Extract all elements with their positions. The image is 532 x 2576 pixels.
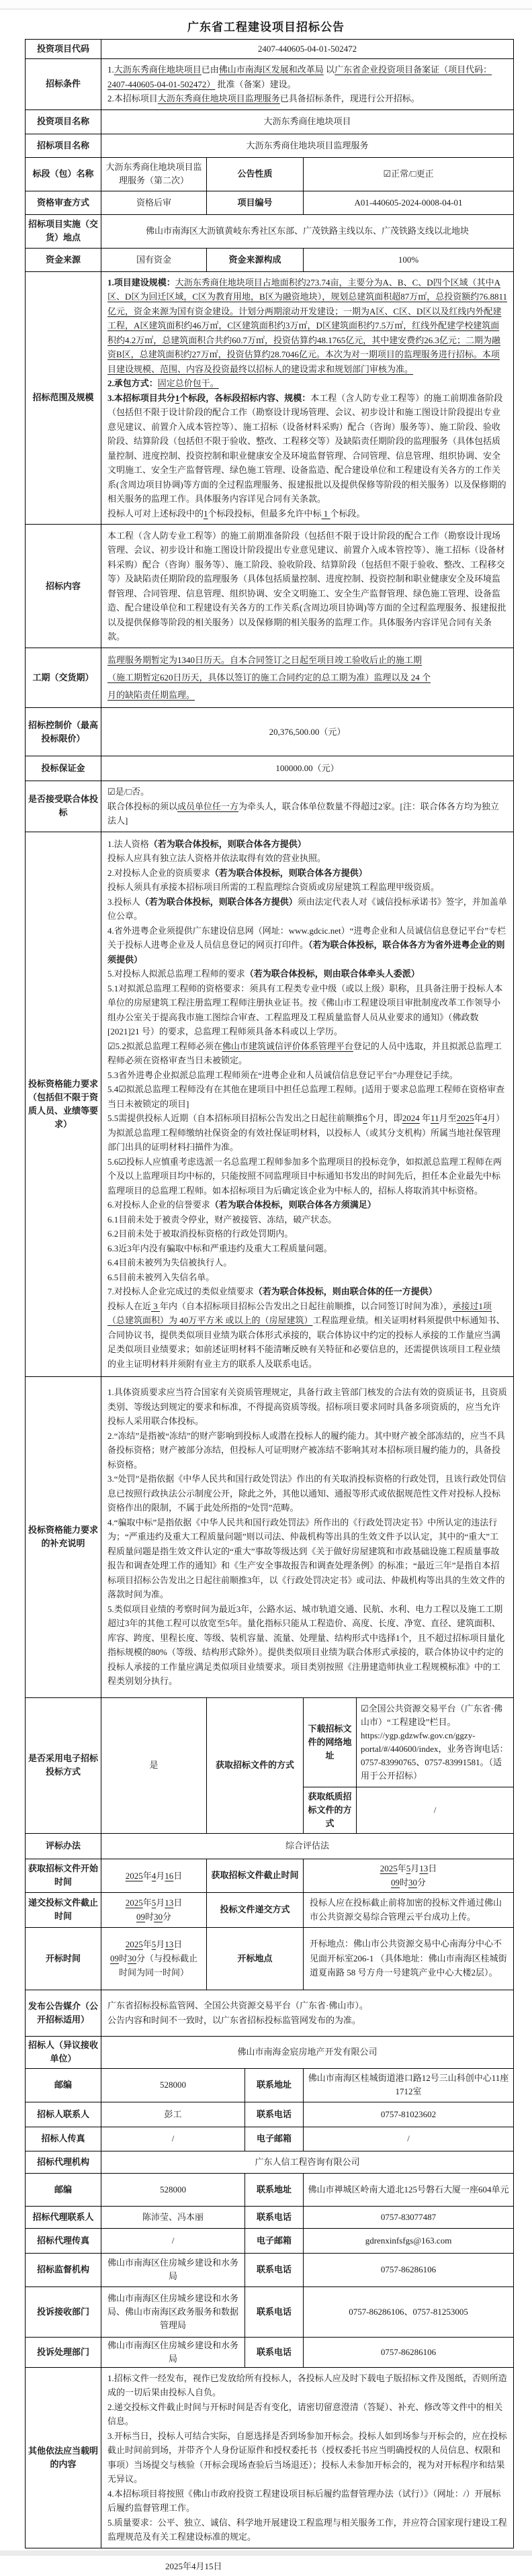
tenderer-postcode-label: 邮编 (26, 2068, 101, 2102)
agency-address-value: 佛山市禅城区岭南大道北125号磐石大厦一座604单元 (304, 2173, 514, 2206)
submission-method-label: 投标文件递交方式 (207, 1892, 304, 1927)
control-price-value: 20,376,500.00（元） (101, 708, 514, 756)
consortium-value: ☑是/□否。 联合体投标的须以成员单位任一方为牵头人，联合体单位数量不得超过2家。[注：联合体各方均为独立法人] (101, 781, 514, 832)
delivery-location-label: 招标项目实施（交货）地点 (26, 214, 101, 248)
table-row (26, 1990, 514, 2036)
investment-code-label: 投资项目代码 (26, 40, 101, 59)
supervision-value: 佛山市南海区住房城乡建设和水务局 (101, 2253, 245, 2286)
tenderer-address-label: 联系地址 (245, 2068, 304, 2102)
qualification-supplement-value: 1.具体资质要求应当符合国家有关资质管理规定，具备行政主管部门核发的合法有效的资质证书，且资质类别、等级达到规定的要求和标准，不得提高资质等级。招标项目要求同时具备多项资质的，应当允许投标人采用联合体投标。 2.“冻结”是指被“冻结”的财产影响到投标人或潜在投标人的履约能力。其中财产被全部冻结的，应当不具备投标资格；财产被部分冻结，但投标人可证明财产被冻结不影响其对本招标项目履约能力的，具备投标资格。 3.“处罚”是指依据《中华人民共和国行政处罚法》作出的有关取消投标资格的行政处罚，且该行政处罚信息已按照行政执法公示制度公开，除此之外，其他以通知、通报等形式或依据规范性文件对投标人投标资格作出的限制，不属于此处所指的“处罚”范畴。 4.“骗取中标”是指依据《中华人民共和国行政处罚法》所作出的《行政处罚决定书》中所认定的违法行为；“严重违约及重大工程质量问题”则以司法、仲裁机构等出具的生效文件予以认定，其中的“重大”工程质量问题是指生效文件认定的“重大”事故等级达到《关于做好房屋建筑和市政基础设施工程质量事故报告和调查处理工作的通知》和《生产安全事故报告和调查处理条例》的标准；“最近三年”是指自本招标项目招标公告发出之日起往前顺推3年，以《行政处罚决定书》或司法、仲裁机构等出具的生效文件的落款时间为准。 5.类似项目业绩的考察时间为最近3年，公路水运、城市轨道交通、民航、水利、电力工程以及施工工期超过3年的其他工程可以放宽至5年。量化指标只能从工程造价、高度、长度、净宽、直径、建筑面积、库容、跨度、里程长度、等级、装机容量、流量、处理量、结构形式中选择1个，且不超过招标项目量化指标规模的80%（等级、结构形式除外）。提供类似项目业绩为联合体形式承接的，联合体协议中约定的投标人承接的工作量应满足类似项目业绩要求。项目类别按照《注册建造师执业工程规模标准》中的工程类别划分执行。 (101, 1376, 514, 1697)
qualification-supplement-label: 投标资格能力要求的补充说明 (26, 1376, 101, 1697)
sign-date: 2025年4月15日 (165, 2561, 222, 2571)
agency-phone-label: 联系电话 (245, 2206, 304, 2228)
table-row (26, 2151, 514, 2173)
tenderer-fax-value: / (101, 2127, 245, 2151)
table-row (26, 2253, 514, 2286)
tender-content-label: 招标内容 (26, 525, 101, 648)
investment-name-label: 投资项目名称 (26, 109, 101, 134)
agency-fax-label: 招标代理传真 (26, 2228, 101, 2253)
table-row (26, 781, 514, 832)
table-row (26, 2228, 514, 2253)
tenderer-fax-label: 招标人传真 (26, 2127, 101, 2151)
table-row (26, 2206, 514, 2228)
agency-email-value: gdrenxinfsfgs@163.com (304, 2228, 514, 2253)
tenderer-email-value: / (304, 2127, 514, 2151)
agency-contact-label: 招标代理联系人 (26, 2206, 101, 2228)
complaint-handling-label: 投诉处理部门 (26, 2337, 101, 2367)
paper-documents-label: 获取纸质招标文件的方式 (304, 1787, 357, 1833)
table-row (26, 2102, 514, 2127)
project-number-label: 项目编号 (207, 191, 304, 214)
complaint-handling-phone-value: 0757-86286106 (304, 2337, 514, 2367)
funding-composition-label: 资金来源构成 (207, 248, 304, 271)
scope-label: 招标范围及规模 (26, 271, 101, 525)
consortium-label: 是否接受联合体投标 (26, 781, 101, 832)
duration-value: 监理服务期暂定为1340日历天。自本合同签订之日起至项目竣工验收后止的施工期 （施工期暂定620日历天，具体以签订的施工合同约定的总工期为准）监理以及 24 个 月的缺陷责任期监理。 (101, 648, 514, 708)
table-row (26, 2337, 514, 2367)
download-address-label: 下载招标文件的网络地址 (304, 1697, 357, 1787)
qualification-requirements-label: 投标资格能力要求（包括但不限于资质人员、业绩等要求） (26, 832, 101, 1376)
agency-fax-value: / (101, 2228, 245, 2253)
tenderer-phone-value: 0757-81023602 (304, 2102, 514, 2127)
agency-postcode-label: 邮编 (26, 2173, 101, 2206)
submission-deadline-value: 2025年5月13日 09时30分 (101, 1892, 207, 1927)
tenderer-value: 佛山市南海金宸房地产开发有限公司 (101, 2036, 514, 2068)
table-row (26, 525, 514, 648)
table-row (26, 40, 514, 59)
funding-source-label: 资金来源 (26, 248, 101, 271)
table-row (26, 134, 514, 157)
tenderer-contact-value: 彭工 (101, 2102, 245, 2127)
evaluation-method-value: 综合评估法 (101, 1833, 514, 1859)
delivery-location-value: 佛山市南海区大沥镇黄岐东秀社区东部、广茂铁路主线以东、广茂铁路支线以北地块 (101, 214, 514, 248)
table-row (26, 708, 514, 756)
agency-value: 广东人信工程咨询有限公司 (101, 2151, 514, 2173)
table-row (26, 1833, 514, 1859)
opening-time-label: 开标时间 (26, 1927, 101, 1990)
page-top-divider (0, 0, 532, 9)
submission-deadline-label: 递交投标文件截止时间 (26, 1892, 101, 1927)
tender-conditions-value: 1.大沥东秀商住地块项目已由佛山市南海区发展和改革局 以广东省企业投资项目备案证（项目代码：2407-440605-04-01-502472） 批准（备案）建设。 2.本招标项目大沥东秀商住地块项目监理服务已具备招标条件，现进行公开招标。 (101, 59, 514, 110)
opening-time-value: 2025年5月13日 09时30分（与投标截止 时间为同一时间） (101, 1927, 207, 1990)
paper-documents-value: / (357, 1787, 514, 1833)
tenderer-email-label: 电子邮箱 (245, 2127, 304, 2151)
funding-composition-value: 100% (304, 248, 514, 271)
table-row (26, 2173, 514, 2206)
qualification-review-label: 资格审查方式 (26, 191, 101, 214)
evaluation-method-label: 评标办法 (26, 1833, 101, 1859)
bid-bond-label: 投标保证金 (26, 756, 101, 781)
qualification-requirements-value: 1.法人资格（若为联合体投标，则联合体各方提供） 投标人应具有独立法人资格并依法取得有效的营业执照。 2.对投标人企业的资质要求（若为联合体投标，则联合体各方提供） 投标人须具有承接本招标项目所需的工程监理综合资质或房屋建筑工程监理甲级资质。 3.投标人（若为联合体投标，则联合体各方提供）须由法定代表人对《诚信投标承诺书》签字，并加盖单位公章。 4.省外进粤企业须提供广东建设信息网（网址：www.gdcic.net）“进粤企业和人员诚信信息登记平台”专栏关于投标人进粤企业及人员信息登记的网页打印件。（若为联合体投标，联合体各方为省外进粤企业的则须提供） 5.对投标人拟派总监理工程师的要求（若为联合体投标，则由联合体牵头人委派） 5.1对拟派总监理工程师的资格要求：须具有工程类专业中级（或以上级）职称，且具备注册于投标人本单位的房屋建筑工程注册监理工程师注册执业证书。按《佛山市工程建设项目审批制度改革工作领导小组办公室关于提高我市施工图综合审查、工程监理及工程质量监督人员从业要求的通知》（佛政数[2021]21 号）的要求，总监理工程师须具备本科或以上学历。 ☑5.2拟派总监理工程师必须在佛山市建筑诚信评价体系管理平台登记的人员中选取，并且拟派总监理工程师必须在资格审查当日未被锁定。 5.3省外进粤企业拟派总监理工程师须在“进粤企业和人员诚信信息登记平台”办理登记手续。 5.4☑拟派总监理工程师没有在其他在建项目中担任总监理工程师。[适用于要求总监理工程师在资格审查当日未被锁定的项目] 5.5需提供投标人近期（自本招标项目招标公告发出之日起往前顺推6个月，即2024 年11月至2025年4月）为拟派总监理工程师缴纳社保资金的有效社保证明材料，以投标人（或其分支机构）所属当地社保管理部门出具的证明材料扫描件为准。 5.6☑投标人应慎重考虑选派一名总监理工程师参加多个监理项目的投标竞争，如拟派总监理工程师在两个及以上监理项目均中标的，只能按照不同监理项目中标通知书发出的时间先后，担任本企业最先中标监理项目的总监理工程师。如本招标项目为后确定该企业为中标人的，招标人将取消其中标资格。 6.对投标人企业的信誉要求（若为联合体投标，则联合体各方须满足） 6.1目前未处于被责令停业，财产被接管、冻结，破产状态。 6.2目前未处于被取消投标资格的行政处罚期内。 6.3近3年内没有骗取中标和严重违约及重大工程质量问题。 6.4目前未被列为失信被执行人。 6.5目前未被列入失信名单。 7.对投标人企业完成过的类似业绩要求（若为联合体投标，则由联合体的任一方提供） 投标人在近 3 年内（自本招标项目招标公告发出之日起往前顺推，以合同签订时间为准），承接过1项（总建筑面积）为 40万平方米 或以上的（房屋建筑）工程监理业绩。相关证明材料须提供中标通知书、合同协议书，提供类似项目业绩为联合体形式承接的，联合体协议中约定的投标人承接的工作量应当满足类似项目业绩要求；如前述证明材料不能清晰反映有关特征和必要信息的，还需提供该项目工程业绩的业主证明材料并须附有业主方的联系人及联系电话。 (101, 832, 514, 1376)
complaint-handling-value: 佛山市南海区住房城乡建设和水务局 (101, 2337, 245, 2367)
notice-nature-label: 公告性质 (207, 157, 304, 191)
other-content-value: 1.招标文件一经发布，视作已发放给所有投标人，各投标人应及时下载电子版招标文件及图纸，否则所造成的一切后果由投标人自负。 2.递交投标文件截止时间与开标时间是否有变化，请密切留意澄清（答疑）、补充、修改等文件中的相关信息。 3.开标当日，投标人可结合实际，自愿选择是否到场参加开标会。投标人如到场参与开标会的，应在投标截止时间前到场，并带齐个人身份证原件和授权委托书（授权委托书应当明确授权的人员信息、权限和事项）当场提交与核验（开标会现场查验后当场退还）；投标人未参加开标会的，视为对开标程序和结果无异议。 4.本招标项目将按照《佛山市政府投资工程建设项目标后履约监督管理办法（试行）》（网址：/）开展标后履约监督管理工作。 5.质量要求：公平、独立、诚信、科学地开展建设工程监理与相关服务工作，并应符合国家现行建设工程监理规范及有关工程建设标准的规定。 (101, 2367, 514, 2548)
table-row (26, 157, 514, 191)
complaint-receiving-phone-label: 联系电话 (245, 2286, 304, 2337)
project-number-value: A01-440605-2024-0008-04-01 (304, 191, 514, 214)
table-row (26, 2367, 514, 2548)
table-row (26, 1376, 514, 1697)
opening-place-value: 开标地点：佛山市公共资源交易中心南海分中心不见面开标室206-1 （具体地址：佛山市南海区桂城街道夏南路 58 号方舟一号建筑产业中心大楼2层）。 (304, 1927, 514, 1990)
section-name-label: 标段（包）名称 (26, 157, 101, 191)
doc-start-time-label: 获取招标文件开始时间 (26, 1859, 101, 1892)
tender-announcement-table (25, 39, 514, 2548)
table-row (26, 271, 514, 525)
tender-project-name-value: 大沥东秀商住地块项目监理服务 (101, 134, 514, 157)
complaint-receiving-phone-value: 0757-86286106、0757-81253005 (304, 2286, 514, 2337)
announcement-media-label: 发布公告媒介（公开招标适用） (26, 1990, 101, 2036)
submission-method-value: 投标人应在投标截止前将加密的投标文件通过佛山市公共资源交易综合管理云平台成功上传。 (304, 1892, 514, 1927)
notice-nature-value: ☑正常/□更正 (304, 157, 514, 191)
opening-place-label: 开标地点 (207, 1927, 304, 1990)
investment-name-value: 大沥东秀商住地块项目 (101, 109, 514, 134)
agency-email-label: 电子邮箱 (245, 2228, 304, 2253)
table-row (26, 59, 514, 110)
scope-value: 1.项目建设规模：大沥东秀商住地块项目占地面积约273.74亩，主要分为A、B、C、D四个区域（其中A区、D区为回迁区域，C区为教育用地，B区为融资地块），规划总建筑面积超87万㎡，总投资额约76.8811亿元，资金来源为国有资金建设。计划分两期滚动开发建设；一期为A区、C区、D区以及红线内外配建工程，A区建筑面积约46万㎡，C区建筑面积约3万㎡，D区建筑面积约7.5万㎡，红线外配建学校建筑面积约4.2万㎡，总建筑面积合共约60.7万㎡，投资估算约48.1765亿元，其中建安费约26.3亿元；二期为融资B区，总建筑面积约27万㎡，投资估算约28.7046亿元。本次为对一期项目的监理服务进行招标。本项目建设规模、范围、内容及投资最终以招标人的建设需求和规划部门审核为准。 2.承包方式：固定总价包干。 3.本招标项目共分1个标段，各标段招标内容、规模：本工程（含人防专业工程等）的施工前期准备阶段（包括但不限于设计阶段的配合工作（勘察设计现场管理、会议、初步设计和施工图设计阶段提出专业意见建议、前置介入成本管控等）、施工招标（设备材料采购）配合（咨询）服务等）、施工阶段、验收阶段、结算阶段（包括但不限于验收、整改、工程移交等）及缺陷责任期阶段的监理服务（具体包括质量控制、进度控制、投资控制和职业健康安全及环境监督管理、合同管理、信息管理、组织协调、安全文明施工、安全生产监督管理、绿色施工管理、设备监造、配合建设单位和工程建设有关各方的工作关系(含周边项目协调)等方面的全过程监理服务、报建报批以及提供保修等阶段的相关服务）以及保修期的相关服务的监理工作。具体服务内容详见合同有关条款。 投标人可对上述标段中的1个标段投标，但最多允许中标 1 个标段。 (101, 271, 514, 525)
table-row (26, 2127, 514, 2151)
obtain-documents-label: 获取招标文件的方式 (207, 1697, 304, 1833)
complaint-receiving-label: 投诉接收部门 (26, 2286, 101, 2337)
qualification-review-value: 资格后审 (101, 191, 207, 214)
table-row (26, 756, 514, 781)
other-content-label: 其他依法应当载明的内容 (26, 2367, 101, 2548)
agency-postcode-value: 528000 (101, 2173, 245, 2206)
tender-conditions-label: 招标条件 (26, 59, 101, 110)
announcement-media-value: 广东省招标投标监管网、全国公共资源交易平台（广东省·佛山市）。 公告内容和时间不一致时，以广东省招标投标监管网发布的为准。 (101, 1990, 514, 2036)
funding-source-value: 国有资金 (101, 248, 207, 271)
supervision-phone-value: 0757-86286106 (304, 2253, 514, 2286)
tender-project-name-label: 招标项目名称 (26, 134, 101, 157)
doc-deadline-label: 获取招标文件截止时间 (207, 1859, 304, 1892)
table-row (26, 248, 514, 271)
tenderer-postcode-value: 528000 (101, 2068, 245, 2102)
table-row (26, 2068, 514, 2102)
complaint-receiving-value: 佛山市南海区住房城乡建设和水务局、佛山市南海区政务服务和数据管理局 (101, 2286, 245, 2337)
complaint-handling-phone-label: 联系电话 (245, 2337, 304, 2367)
table-row (26, 648, 514, 708)
doc-start-time-value: 2025年4月16日 (101, 1859, 207, 1892)
tender-content-value: 本工程（含人防专业工程等）的施工前期准备阶段（包括但不限于设计阶段的配合工作（勘察设计现场管理、会议、初步设计和施工图设计阶段提出专业意见建议、前置介入成本管控等）、施工招标（设备材料采购）配合（咨询）服务等）、施工阶段、验收阶段、结算阶段（包括但不限于验收、整改、工程移交等）及缺陷责任期阶段的监理服务（具体包括质量控制、进度控制、投资控制和职业健康安全及环境监督管理、合同管理、信息管理、组织协调、安全文明施工、安全生产监督管理、绿色施工管理、设备监造、配合建设单位和工程建设有关各方的工作关系(含周边项目协调)等方面的全过程监理服务、报建报批以及提供保修等阶段的相关服务）以及保修期的相关服务的监理工作。具体服务内容详见合同有关条款。 (101, 525, 514, 648)
tenderer-contact-label: 招标人联系人 (26, 2102, 101, 2127)
agency-contact-value: 陈沛莹、冯本丽 (101, 2206, 245, 2228)
agency-address-label: 联系地址 (245, 2173, 304, 2206)
e-bidding-label: 是否采用电子招标投标方式 (26, 1697, 101, 1833)
table-row (26, 2036, 514, 2068)
table-row (26, 109, 514, 134)
table-row (26, 1859, 514, 1892)
duration-label: 工期（交货期） (26, 648, 101, 708)
table-row (26, 2286, 514, 2337)
section-name-value: 大沥东秀商住地块项目监理服务（第二次） (101, 157, 207, 191)
supervision-label: 招标监督机构 (26, 2253, 101, 2286)
doc-deadline-value: 2025年5月13日 09时30分 (304, 1859, 514, 1892)
e-bidding-value: 是 (101, 1697, 207, 1833)
tenderer-label: 招标人（异议接收单位） (26, 2036, 101, 2068)
table-row (26, 1892, 514, 1927)
table-row (26, 1927, 514, 1990)
bid-bond-value: 100000.00（元） (101, 756, 514, 781)
tenderer-phone-label: 联系电话 (245, 2102, 304, 2127)
download-address-value: ☑全国公共资源交易平台（广东省·佛山市）“工程建设”栏目。https://ygp.gdzwfw.gov.cn/ggzy-portal/#/440600/index，业务咨询电话：0757-83990765、0757-83991581。（适用于公开招标） (357, 1697, 514, 1787)
investment-code-value: 2407-440605-04-01-502472 (101, 40, 514, 59)
tenderer-address-value: 佛山市南海区桂城街道港口路12号三山科创中心11座1712室 (304, 2068, 514, 2102)
supervision-phone-label: 联系电话 (245, 2253, 304, 2286)
table-row (26, 191, 514, 214)
agency-phone-value: 0757-83077487 (304, 2206, 514, 2228)
page-title: 广东省工程建设项目招标公告 (187, 21, 345, 34)
agency-label: 招标代理机构 (26, 2151, 101, 2173)
control-price-label: 招标控制价（最高投标限价） (26, 708, 101, 756)
table-row (26, 832, 514, 1376)
table-row (26, 1697, 514, 1787)
page-bottom-divider (0, 2550, 532, 2556)
table-row (26, 214, 514, 248)
